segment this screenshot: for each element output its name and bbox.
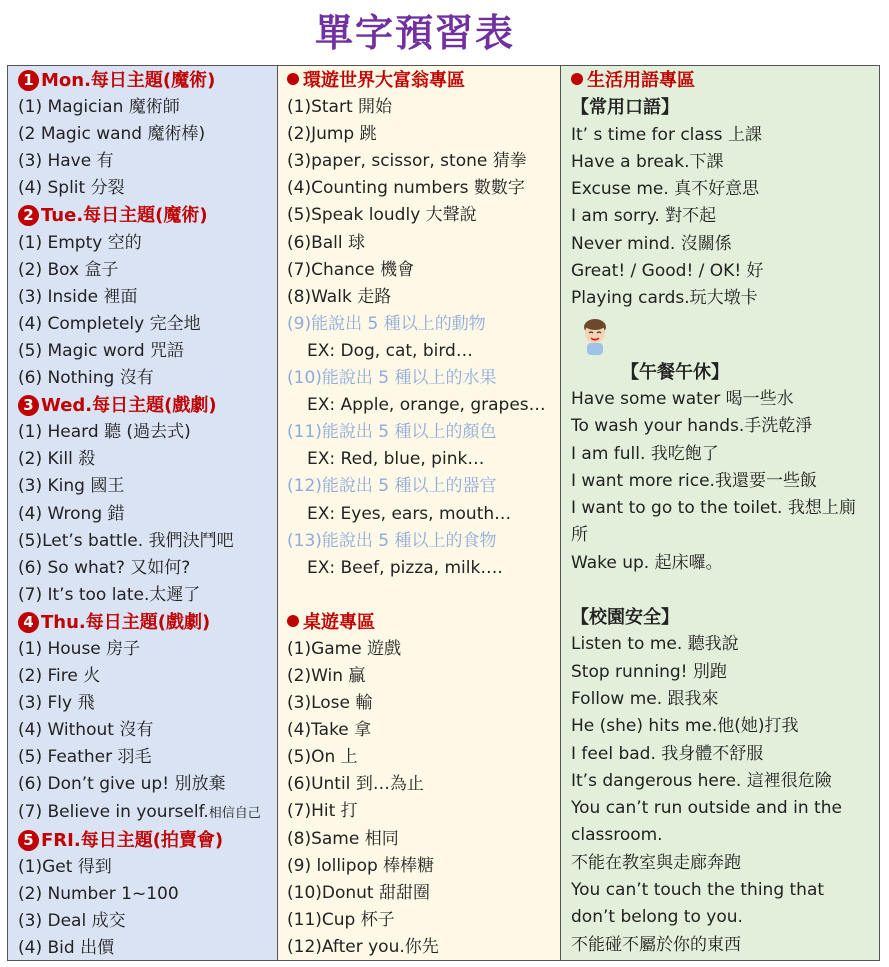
- vocab-item: (6) Nothing 沒有: [18, 368, 154, 389]
- subsection-header: 【校園安全】: [571, 607, 679, 629]
- phrase-item: You can’t touch the thing that don’t belong to you.: [571, 880, 825, 928]
- vocab-item: (7)Hit 打: [287, 801, 358, 822]
- phrase-item: 不能碰不屬於你的東西: [571, 934, 741, 955]
- vocab-item: (4) Completely 完全地: [18, 313, 201, 334]
- phrase-item: Playing cards.玩大墩卡: [571, 288, 758, 309]
- phrase-item: Have some water 喝一些水: [571, 388, 794, 409]
- vocab-item: (1)Game 遊戲: [287, 638, 402, 659]
- vocab-item: (6) So what? 又如何?: [18, 557, 191, 578]
- day-header: [18, 392, 277, 419]
- vocab-item: (4) Bid 出價: [18, 938, 115, 958]
- bullet-icon: [287, 73, 299, 85]
- vocab-item: (3) Deal 成交: [18, 910, 126, 931]
- vocab-item: (3) King 國王: [18, 476, 125, 497]
- phrase-item: I want more rice.我還要一些飯: [571, 470, 817, 491]
- daily-theme-column: [8, 66, 278, 960]
- phrase-item: Great! / Good! / OK! 好: [571, 261, 764, 282]
- example-text: EX: Beef, pizza, milk….: [307, 557, 503, 578]
- example-text: EX: Eyes, ears, mouth…: [307, 503, 512, 524]
- phrase-item: Have a break.下課: [571, 151, 724, 172]
- vocab-item: (3)paper, scissor, stone 猜拳: [287, 151, 527, 172]
- phrase-item: I am full. 我吃飽了: [571, 443, 719, 464]
- day-number-badge: 4: [18, 612, 39, 633]
- vocab-item: (2) Number 1~100: [18, 883, 179, 904]
- day-header-text: Mon.每日主題(魔術): [41, 70, 216, 91]
- vocab-item: (5)Speak loudly 大聲說: [287, 205, 477, 226]
- example-text: EX: Dog, cat, bird…: [307, 340, 473, 361]
- vocab-item: (5)On 上: [287, 747, 358, 768]
- vocab-item: (3) Fly 飛: [18, 693, 95, 714]
- game-zone-column: [278, 66, 561, 960]
- phrase-item: Listen to me. 聽我說: [571, 634, 739, 655]
- vocab-item: (5) Magic word 咒語: [18, 340, 185, 361]
- vocab-item: (8)Walk 走路: [287, 286, 392, 307]
- example-text: EX: Red, blue, pink…: [307, 449, 485, 470]
- day-header: [18, 67, 277, 94]
- vocab-item: (3) Inside 裡面: [18, 286, 138, 307]
- vocab-item: (4)Take 拿: [287, 720, 372, 741]
- vocab-item: (6)Ball 球: [287, 232, 366, 253]
- section-header: [287, 609, 560, 636]
- phrase-item: Wake up. 起床囉。: [571, 552, 723, 573]
- phrase-item: Never mind. 沒關係: [571, 233, 732, 254]
- vocab-item: (5)Let’s battle. 我們決鬥吧: [18, 530, 234, 551]
- vocab-item: (3) Have 有: [18, 151, 114, 172]
- phrase-item: It’s dangerous here. 這裡很危險: [571, 770, 832, 791]
- vocab-item: [18, 799, 277, 827]
- day-header-text: Wed.每日主題(戲劇): [41, 395, 217, 417]
- section-header-text: 環遊世界大富翁專區: [303, 70, 465, 91]
- day-number-badge: 1: [18, 70, 39, 91]
- bullet-icon: [571, 73, 583, 85]
- day-header-text: Thu.每日主題(戲劇): [41, 611, 211, 633]
- vocab-item: (3)Lose 輸: [287, 693, 373, 714]
- phrase-item: Excuse me. 真不好意思: [571, 179, 760, 200]
- phrase-item: You can’t run outside and in the classroom.: [571, 798, 842, 846]
- vocab-item-en: (7) Believe in yourself.: [18, 801, 209, 822]
- vocab-item: (9) lollipop 棒棒糖: [287, 855, 435, 876]
- vocab-item: (7) It’s too late.太遲了: [18, 584, 201, 605]
- vocab-item: (4) Split 分裂: [18, 178, 125, 199]
- vocab-item: (1) Empty 空的: [18, 232, 142, 253]
- challenge-item: (11)能說出 5 種以上的顏色: [287, 422, 497, 443]
- vocab-item: (2)Jump 跳: [287, 124, 377, 145]
- vocab-item: (1) House 房子: [18, 638, 141, 659]
- child-icon: [577, 313, 613, 357]
- phrase-item: He (she) hits me.他(她)打我: [571, 716, 799, 737]
- day-number-badge: 5: [18, 830, 39, 851]
- day-header: [18, 827, 277, 854]
- vocab-item-zh: 相信自己: [208, 805, 261, 821]
- vocab-item: (4) Without 沒有: [18, 720, 154, 741]
- section-header-text: 生活用語專區: [587, 70, 695, 91]
- section-header: [287, 67, 560, 94]
- vocab-item: (2)Win 贏: [287, 665, 366, 686]
- phrase-item: I feel bad. 我身體不舒服: [571, 743, 764, 764]
- vocab-item: (1) Magician 魔術師: [18, 97, 180, 118]
- phrase-item: I am sorry. 對不起: [571, 206, 717, 227]
- subsection-header: 【午餐午休】: [621, 361, 729, 383]
- vocab-item: (5) Feather 羽毛: [18, 747, 152, 768]
- day-header-text: Tue.每日主題(魔術): [41, 205, 208, 227]
- phrase-item: 不能在教室與走廊奔跑: [571, 852, 741, 873]
- vocab-item: (10)Donut 甜甜圈: [287, 882, 431, 903]
- vocab-item: (2) Fire 火: [18, 666, 101, 687]
- challenge-item: (9)能說出 5 種以上的動物: [287, 313, 486, 334]
- vocab-item: (1)Get 得到: [18, 856, 112, 877]
- section-header-text: 桌遊專區: [303, 611, 375, 633]
- phrase-item: I want to go to the toilet. 我想上廁所: [571, 498, 856, 546]
- vocab-item: (6)Until 到…為止: [287, 774, 424, 795]
- daily-phrases-column: [561, 66, 879, 960]
- challenge-item: (10)能說出 5 種以上的水果: [287, 368, 497, 389]
- day-header: [18, 609, 277, 636]
- vocab-item: (1) Heard 聽 (過去式): [18, 422, 191, 443]
- example-text: EX: Apple, orange, grapes…: [307, 395, 546, 416]
- vocab-item: (11)Cup 杯子: [287, 909, 395, 930]
- day-header: [18, 202, 277, 229]
- vocab-item: (7)Chance 機會: [287, 259, 415, 280]
- vocab-item: (4) Wrong 錯: [18, 503, 125, 524]
- day-number-badge: 2: [18, 205, 39, 226]
- day-header-text: FRI.每日主題(拍賣會): [41, 829, 224, 851]
- spacer: [571, 577, 879, 604]
- vocab-item: (4)Counting numbers 數數字: [287, 178, 525, 199]
- vocab-item: (6) Don’t give up! 別放棄: [18, 774, 226, 795]
- phrase-item: To wash your hands.手洗乾淨: [571, 416, 813, 437]
- day-number-badge: 3: [18, 395, 39, 416]
- kid-illustration: [571, 313, 879, 359]
- bullet-icon: [287, 615, 299, 627]
- vocab-item: (1)Start 開始: [287, 97, 393, 118]
- phrase-item: Follow me. 跟我來: [571, 688, 719, 709]
- phrase-item: Stop running! 別跑: [571, 661, 727, 682]
- phrase-item: It’ s time for class 上課: [571, 124, 762, 145]
- vocab-item: (12)After you.你先: [287, 936, 439, 957]
- challenge-item: (13)能說出 5 種以上的食物: [287, 530, 497, 551]
- section-header: [571, 67, 879, 94]
- spacer: [287, 582, 560, 609]
- page-title: 單字預習表: [314, 11, 515, 55]
- challenge-item: (12)能說出 5 種以上的器官: [287, 476, 497, 497]
- vocabulary-table: [7, 65, 880, 961]
- vocab-item: (2 Magic wand 魔術棒): [18, 124, 206, 145]
- subsection-header: 【常用口語】: [571, 97, 679, 119]
- vocab-item: (2) Kill 殺: [18, 449, 96, 470]
- vocab-item: (2) Box 盒子: [18, 259, 119, 280]
- vocab-item: (8)Same 相同: [287, 828, 399, 849]
